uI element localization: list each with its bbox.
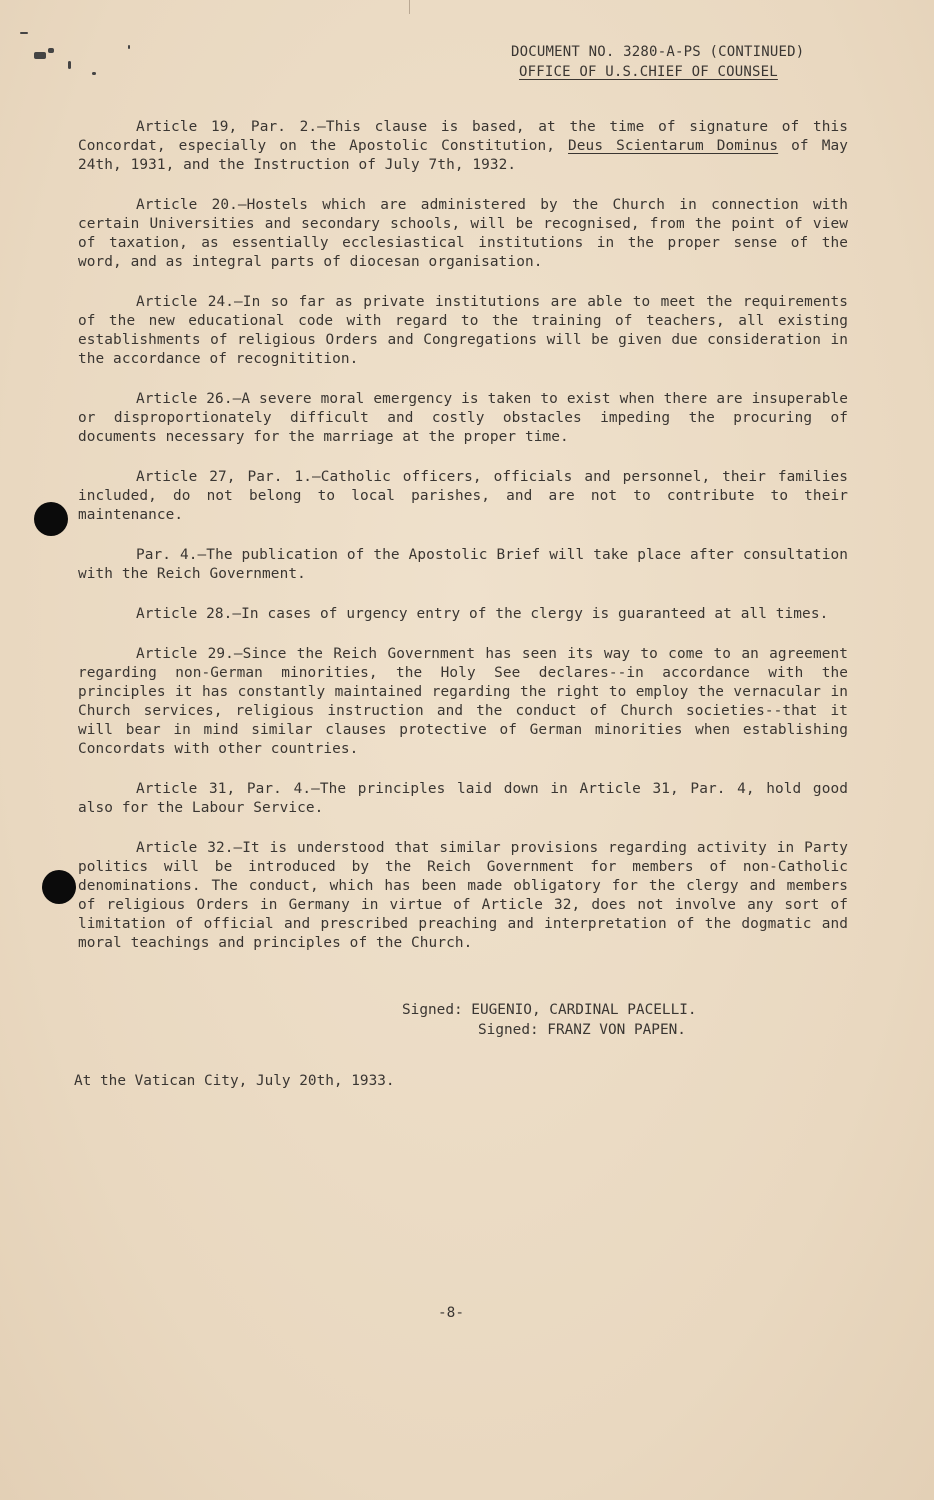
- paragraph-text: —It is understood that similar provisions regarding activity in Party politics will be introduced by the Reich Government for members of non-Catholic denominations. The conduct, which has been made obligatory for the clergy and members of religious Orders in Germany in virtue of Article 32, does not involve any sort of limitation of official and prescribed preaching and interpretation of the dogmatic and moral teachings and principles of the Church.: [78, 840, 848, 951]
- paragraph-text: —In cases of urgency entry of the clergy is guaranteed at all times.: [232, 606, 829, 622]
- paragraph-text: —A severe moral emergency is taken to exist when there are insuperable or disproportionately difficult and costly obstacles impeding the procuring of documents necessary for the marriage at the proper time.: [78, 391, 848, 445]
- paragraph-tail: of May 24th, 1931, and the Instruction of July 7th, 1932.: [78, 138, 848, 173]
- paragraph-article-29: [78, 645, 848, 759]
- paragraph-lead: Article 26.: [136, 391, 233, 407]
- paragraph-text: —In so far as private institutions are able to meet the requirements of the new educational code with regard to the training of teachers, all existing establishments of religious Orders and Congregations will be given due consideration in the accordance of recognitition.: [78, 294, 848, 367]
- paragraph-lead: Article 19, Par. 2.: [136, 119, 318, 135]
- paragraph-article-27: [78, 468, 848, 525]
- paragraph-lead: Par. 4.: [136, 547, 198, 563]
- paragraph-text: —Catholic officers, officials and personnel, their families included, do not belong to local parishes, and are not to contribute to their maintenance.: [78, 469, 848, 523]
- document-header: [505, 42, 845, 82]
- punch-hole-bottom: [42, 870, 76, 904]
- signature-pacelli: Signed: EUGENIO, CARDINAL PACELLI.: [402, 1002, 697, 1018]
- paragraph-lead: Article 27, Par. 1.: [136, 469, 312, 485]
- office-line: OFFICE OF U.S.CHIEF OF COUNSEL: [519, 64, 778, 80]
- signature-block: [402, 1000, 822, 1040]
- signature-papen: Signed: FRANZ VON PAPEN.: [478, 1022, 686, 1038]
- paragraph-article-20: [78, 196, 848, 272]
- dateline: At the Vatican City, July 20th, 1933.: [74, 1073, 395, 1089]
- paragraph-article-28: [78, 605, 848, 624]
- paragraph-article-19: [78, 118, 848, 175]
- paragraph-lead: Article 31, Par. 4.: [136, 781, 312, 797]
- paragraph-text: —Since the Reich Government has seen its way to come to an agreement regarding non-German minorities, the Holy See declares--in accordance with the principles it has constantly maintained regarding the right to employ the vernacular in Church services, religious instruction and the conduct of Church societies--that it will bear in mind similar clauses protective of German minorities when establishing Concordats with other countries.: [78, 646, 848, 757]
- paragraph-lead: Article 24.: [136, 294, 235, 310]
- paragraph-lead: Article 28.: [136, 606, 233, 622]
- margin-smudges: [20, 28, 130, 108]
- paragraph-article-26: [78, 390, 848, 447]
- paragraph-article-24: [78, 293, 848, 369]
- paragraph-lead: Article 20.: [136, 197, 238, 213]
- paragraph-article-31: [78, 780, 848, 818]
- paragraph-lead: Article 29.: [136, 646, 234, 662]
- fold-mark: [409, 0, 410, 14]
- page-number: -8-: [438, 1305, 464, 1321]
- punch-hole-top: [34, 502, 68, 536]
- document-body: [78, 118, 848, 974]
- constitution-title: Deus Scientarum Dominus: [568, 138, 779, 154]
- paragraph-text: —The publication of the Apostolic Brief will take place after consultation with the Reich Government.: [78, 547, 848, 582]
- paragraph-article-27-par-4: [78, 546, 848, 584]
- paragraph-lead: Article 32.: [136, 840, 234, 856]
- paragraph-text: —Hostels which are administered by the Church in connection with certain Universities and secondary schools, will be recognised, from the point of view of taxation, as essentially ecclesiastical institutions in the proper sense of the word, and as integral parts of diocesan organisation.: [78, 197, 848, 270]
- paragraph-text: —This clause is based, at the time of signature of this Concordat, especially on the Apostolic Constitution,: [78, 119, 849, 154]
- document-number: DOCUMENT NO. 3280-A-PS (CONTINUED): [511, 44, 805, 60]
- paragraph-text: —The principles laid down in Article 31, Par. 4, hold good also for the Labour Service.: [78, 781, 848, 816]
- paragraph-article-32: [78, 839, 848, 953]
